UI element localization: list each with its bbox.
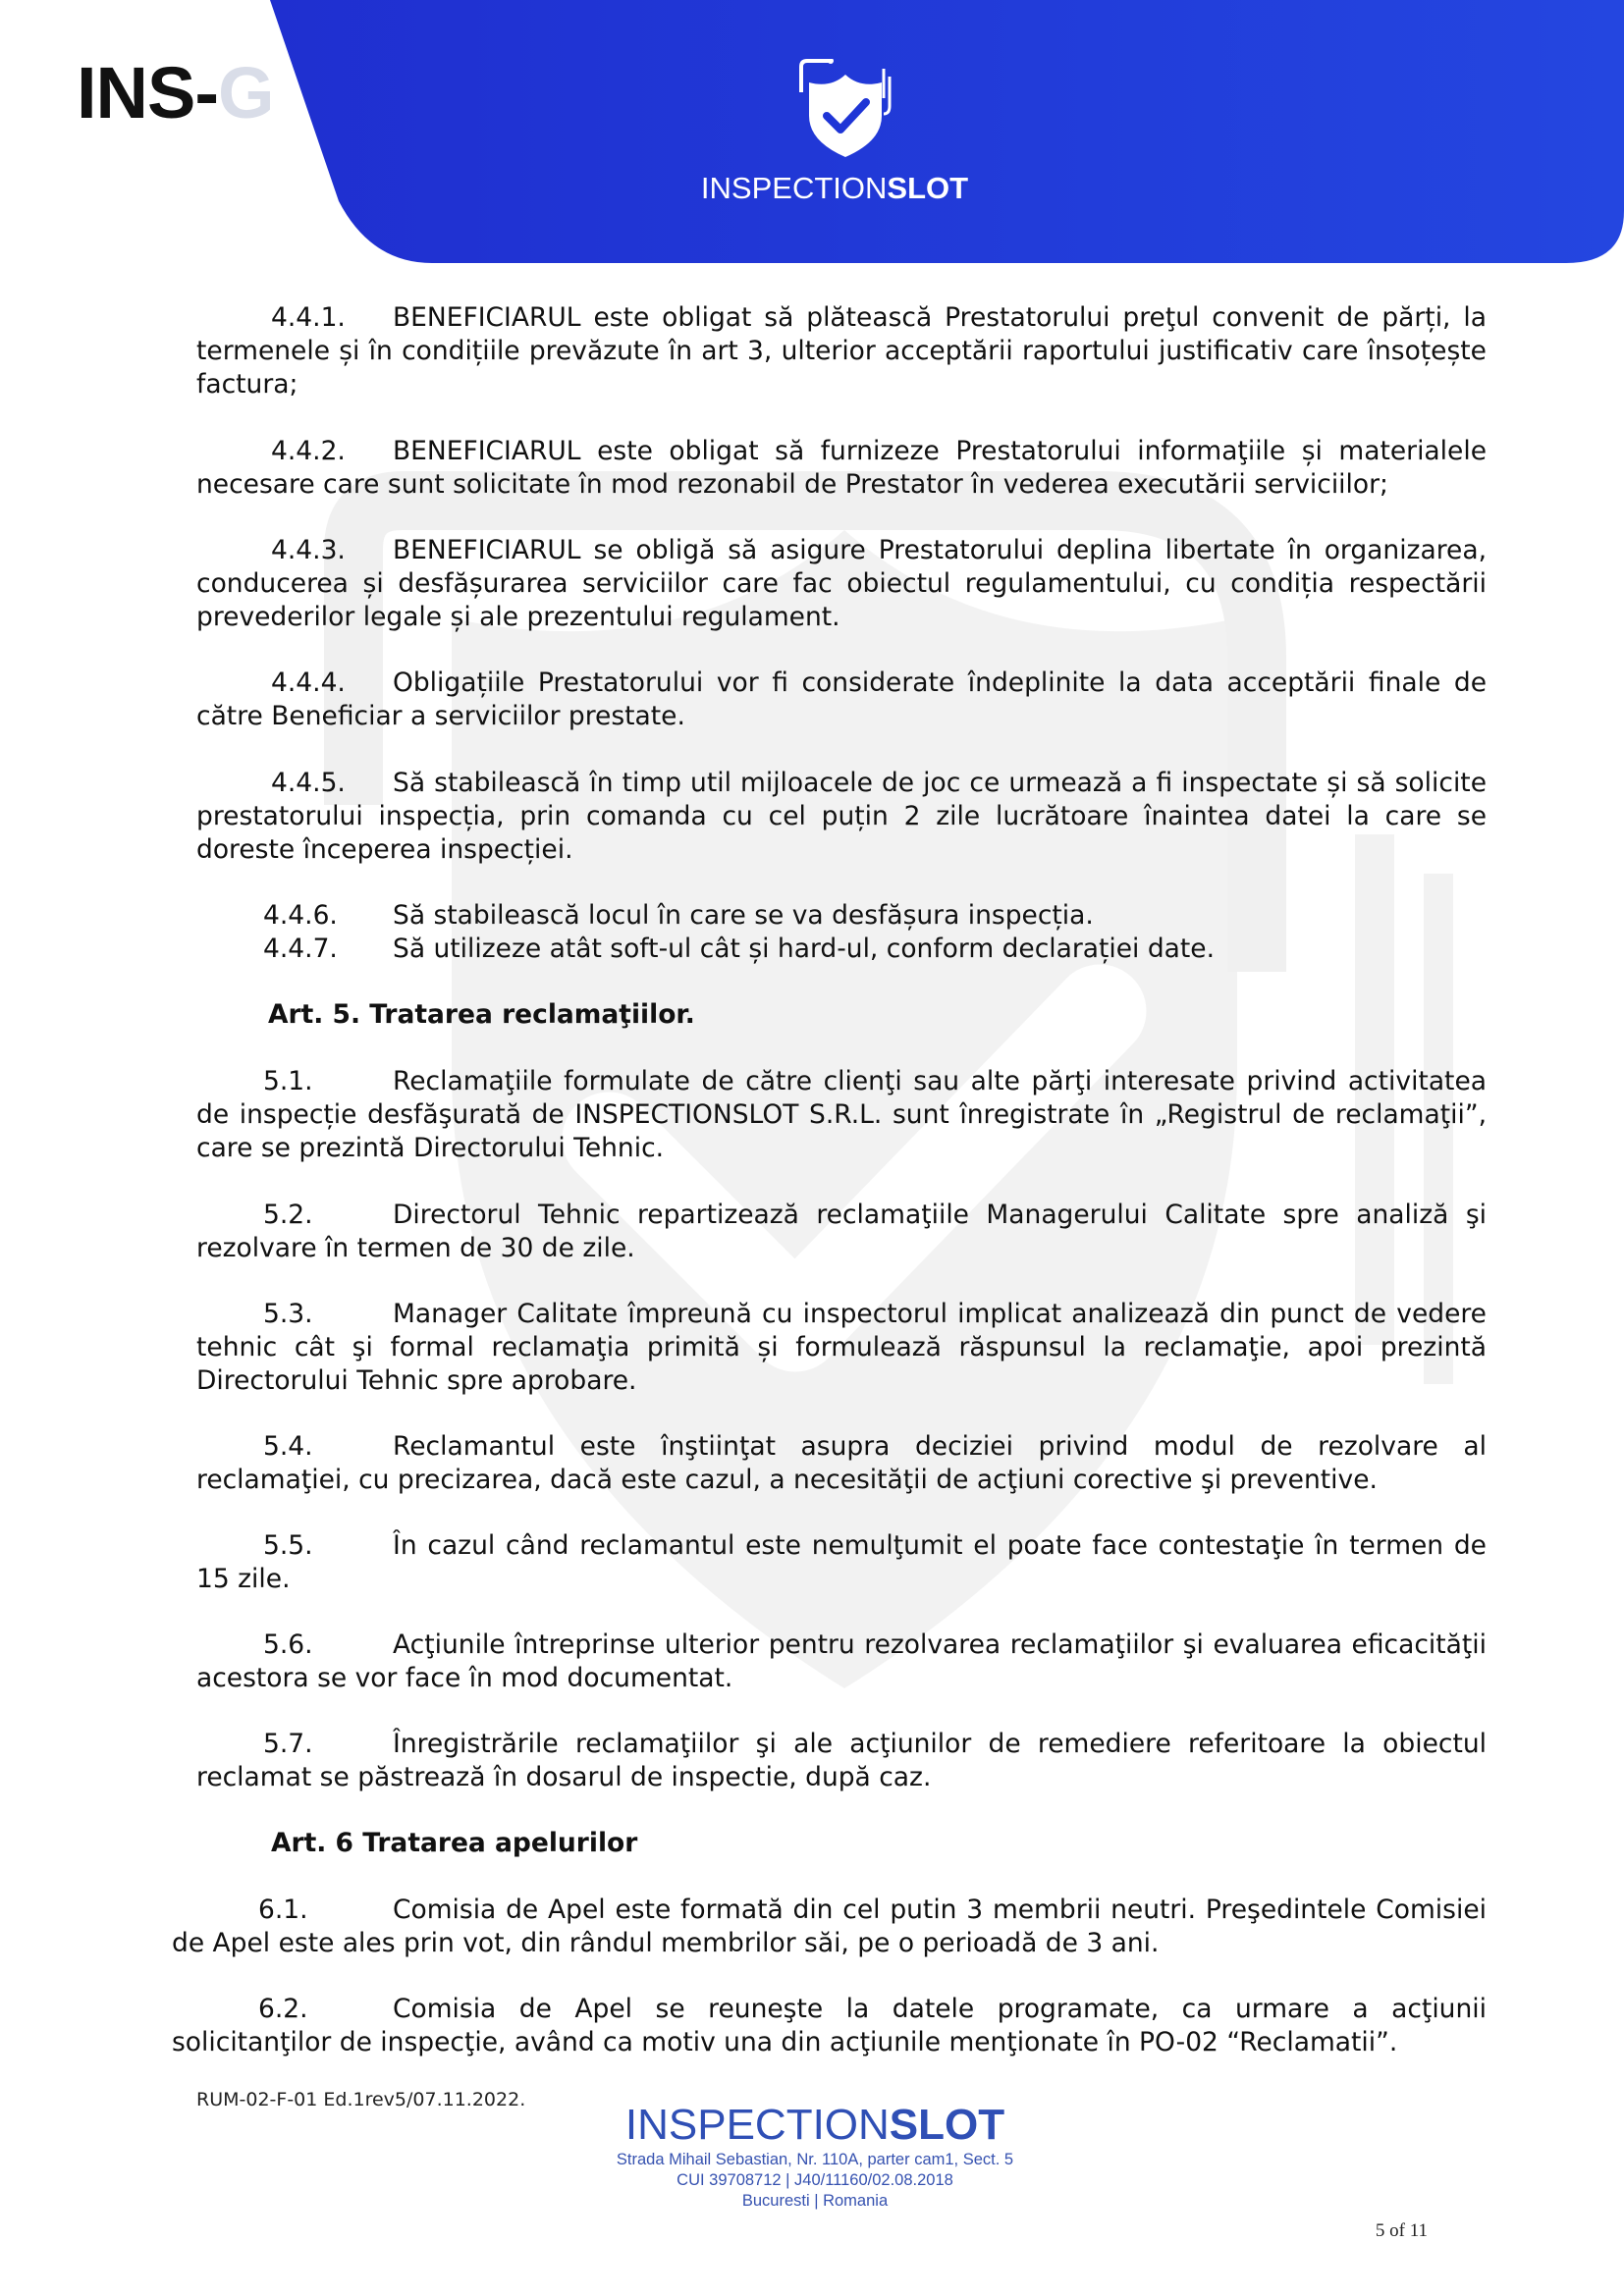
paragraph-6-1: 6.1. Comisia de Apel este formată din cel putin 3 membrii neutri. Preşedintele Comisiei de Apel este ales prin vot, din rândul membrilor săi, pe o perioadă de 3 ani. (172, 1895, 1487, 1958)
page-header (0, 0, 1624, 265)
ins-g-logo: INS-G (77, 52, 274, 133)
document-code: RUM-02-F-01 Ed.1rev5/07.11.2022. (196, 2089, 526, 2110)
paragraph-5-4: 5.4. Reclamantul este înştiinţat asupra deciziei privind modul de rezolvare al reclamaţiei, cu precizarea, dacă este cazul, a necesităţii de acţiuni corective şi preventive. (196, 1431, 1487, 1495)
footer-registration-line: CUI 39708712 | J40/11160/02.08.2018 (677, 2171, 953, 2189)
page-number: 5 of 11 (1375, 2220, 1428, 2241)
paragraph-5-1: 5.1. Reclamaţiile formulate de către clienţi sau alte părţi interesate privind activitatea de inspecție desfăşurată de INSPECTIONSLOT S.R.L. sunt înregistrate în „Registrul de reclamaţii”, care se prezintă Directorului Tehnic. (196, 1066, 1487, 1163)
paragraph-4-4-3: 4.4.3. BENEFICIARUL se obligă să asigure Prestatorului deplina libertate în organizarea, conducerea și desfășurarea serviciilor care fac obiectul regulamentului, cu condiția respectării prevederilor legale și ale prezentului regulament. (196, 535, 1487, 632)
paragraph-5-2: 5.2. Directorul Tehnic repartizează reclamaţiile Managerului Calitate spre analiză şi rezolvare în termen de 30 de zile. (196, 1200, 1487, 1263)
paragraph-5-3: 5.3. Manager Calitate împreună cu inspectorul implicat analizează din punct de vedere tehnic cât şi formal reclamaţia primită și formulează răspunsul la reclamaţie, apoi prezintă Directorului Tehnic spre aprobare. (196, 1299, 1487, 1396)
paragraph-4-4-4: 4.4.4. Obligațiile Prestatorului vor fi considerate îndeplinite la data acceptării finale de către Beneficiar a serviciilor prestate. (196, 667, 1487, 731)
art6-heading: Art. 6 Tratarea apelurilor (271, 1828, 638, 1858)
header-brand-name: INSPECTIONSLOT (700, 171, 969, 205)
paragraph-5-7: 5.7. Înregistrările reclamaţiilor şi ale acţiunilor de remediere referitoare la obiectul reclamat se păstrează în dosarul de inspectie, după caz. (196, 1729, 1487, 1792)
paragraph-5-6: 5.6. Acţiunile întreprinse ulterior pentru rezolvarea reclamaţiilor şi evaluarea eficacităţii acestora se vor face în mod documentat. (196, 1629, 1487, 1693)
paragraph-4-4-1: 4.4.1. BENEFICIARUL este obligat să plătească Prestatorului preţul convenit de părți, la termenele și în condițiile prevăzute în art 3, ulterior acceptării raportului justificativ care însoțește factura; (196, 302, 1487, 400)
paragraph-4-4-7: 4.4.7. Să utilizeze atât soft-ul cât și hard-ul, conform declarației date. (263, 934, 1216, 964)
paragraph-4-4-6: 4.4.6. Să stabilească locul în care se va desfășura inspecția. (263, 900, 1094, 931)
footer-city-line: Bucuresti | Romania (741, 2192, 889, 2210)
footer-brand (569, 2101, 1060, 2212)
footer-address-line: Strada Mihail Sebastian, Nr. 110A, parter cam1, Sect. 5 (616, 2151, 1014, 2168)
paragraph-4-4-2: 4.4.2. BENEFICIARUL este obligat să furnizeze Prestatorului informaţiile și materialele necesare care sunt solicitate în mod rezonabil de Prestator în vederea executării serviciilor; (196, 436, 1487, 500)
paragraph-5-5: 5.5. În cazul când reclamantul este nemulţumit el poate face contestaţie în termen de 15 zile. (196, 1530, 1487, 1594)
paragraph-6-2: 6.2. Comisia de Apel se reuneşte la datele programate, ca urmare a acţiunii solicitanţilor de inspecţie, având ca motiv una din acţiunile menţionate în PO-02 “Reclamatii”. (172, 1994, 1487, 2057)
art5-heading: Art. 5. Tratarea reclamaţiilor. (268, 999, 695, 1030)
shield-check-icon (791, 59, 899, 161)
footer-brand-name: INSPECTIONSLOT (624, 2101, 1005, 2149)
paragraph-4-4-5: 4.4.5. Să stabilească în timp util mijloacele de joc ce urmează a fi inspectate și să solicite prestatorului inspecția, prin comanda cu cel puțin 2 zile lucrătoare înaintea datei la care se doreste începerea inspecției. (196, 768, 1487, 865)
